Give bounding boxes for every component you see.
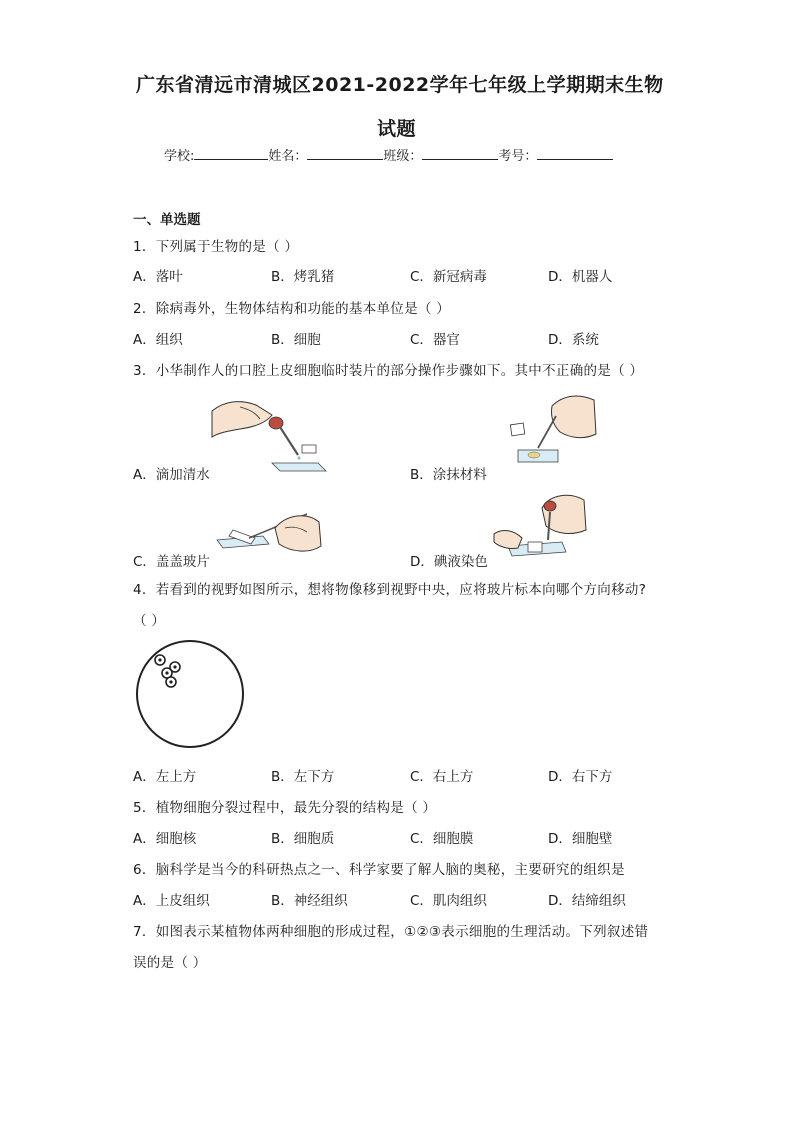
school-field[interactable] (194, 145, 268, 160)
exam-title-line2: 试题 (377, 118, 417, 140)
question-5-stem: 5．植物细胞分裂过程中，最先分裂的结构是（ ） (133, 800, 437, 816)
q6-option-d: D．结缔组织 (548, 893, 626, 909)
q2-option-c: C．器官 (410, 332, 460, 348)
question-4-stem-continued: （ ） (133, 613, 166, 629)
question-1-stem: 1．下列属于生物的是（ ） (133, 239, 299, 255)
q6-option-b: B．神经组织 (271, 893, 348, 909)
q1-option-b: B．烤乳猪 (271, 269, 335, 285)
exam-number-field[interactable] (537, 145, 613, 160)
question-2-stem: 2．除病毒外，生物体结构和功能的基本单位是（ ） (133, 301, 451, 317)
q3-option-c: C．盖盖玻片 (133, 554, 210, 570)
q3-option-b: B．涂抹材料 (410, 467, 487, 483)
class-label: 班级： (383, 149, 423, 164)
q1-option-d: D．机器人 (548, 269, 613, 285)
q4-option-d: D．右下方 (548, 769, 613, 785)
exam-title-line1: 广东省清远市清城区2021-2022学年七年级上学期期末生物 (136, 74, 664, 96)
q4-option-b: B．左下方 (271, 769, 335, 785)
name-label: 姓名： (268, 149, 308, 164)
q2-option-a: A．组织 (133, 332, 183, 348)
coverslip-illustration (215, 508, 325, 558)
question-7-stem: 7．如图表示某植物体两种细胞的形成过程，①②③表示细胞的生理活动。下列叙述错 (133, 924, 649, 940)
q5-option-b: B．细胞质 (271, 831, 335, 847)
section-heading: 一、单选题 (133, 212, 201, 228)
school-label: 学校: (164, 149, 195, 164)
q5-option-c: C．细胞膜 (410, 831, 474, 847)
question-7-stem-continued: 误的是（ ） (133, 955, 207, 971)
q2-option-d: D．系统 (548, 332, 599, 348)
q4-option-c: C．右上方 (410, 769, 474, 785)
q6-option-c: C．肌肉组织 (410, 893, 487, 909)
q6-option-a: A．上皮组织 (133, 893, 210, 909)
question-3-stem: 3．小华制作人的口腔上皮细胞临时装片的部分操作步骤如下。其中不正确的是（ ） (133, 363, 644, 379)
name-field[interactable] (307, 145, 383, 160)
q3-option-d: D．碘液染色 (410, 554, 488, 570)
q5-option-d: D．细胞壁 (548, 831, 613, 847)
q5-option-a: A．细胞核 (133, 831, 197, 847)
q3-option-a: A．滴加清水 (133, 467, 210, 483)
q2-option-b: B．细胞 (271, 332, 321, 348)
microscope-field-of-view (134, 638, 249, 750)
class-field[interactable] (422, 145, 498, 160)
dropper-water-illustration (210, 393, 320, 473)
q1-option-c: C．新冠病毒 (410, 269, 487, 285)
q4-option-a: A．左上方 (133, 769, 197, 785)
q1-option-a: A．落叶 (133, 269, 183, 285)
question-4-stem: 4．若看到的视野如图所示，想将物像移到视野中央，应将玻片标本向哪个方向移动? (133, 582, 647, 598)
question-6-stem: 6．脑科学是当今的科研热点之一、科学家要了解人脑的奥秘，主要研究的组织是 (133, 862, 625, 878)
iodine-staining-illustration (492, 490, 592, 560)
exam-number-label: 考号： (498, 149, 538, 164)
smear-material-illustration (508, 392, 598, 467)
student-info-row (164, 145, 613, 164)
